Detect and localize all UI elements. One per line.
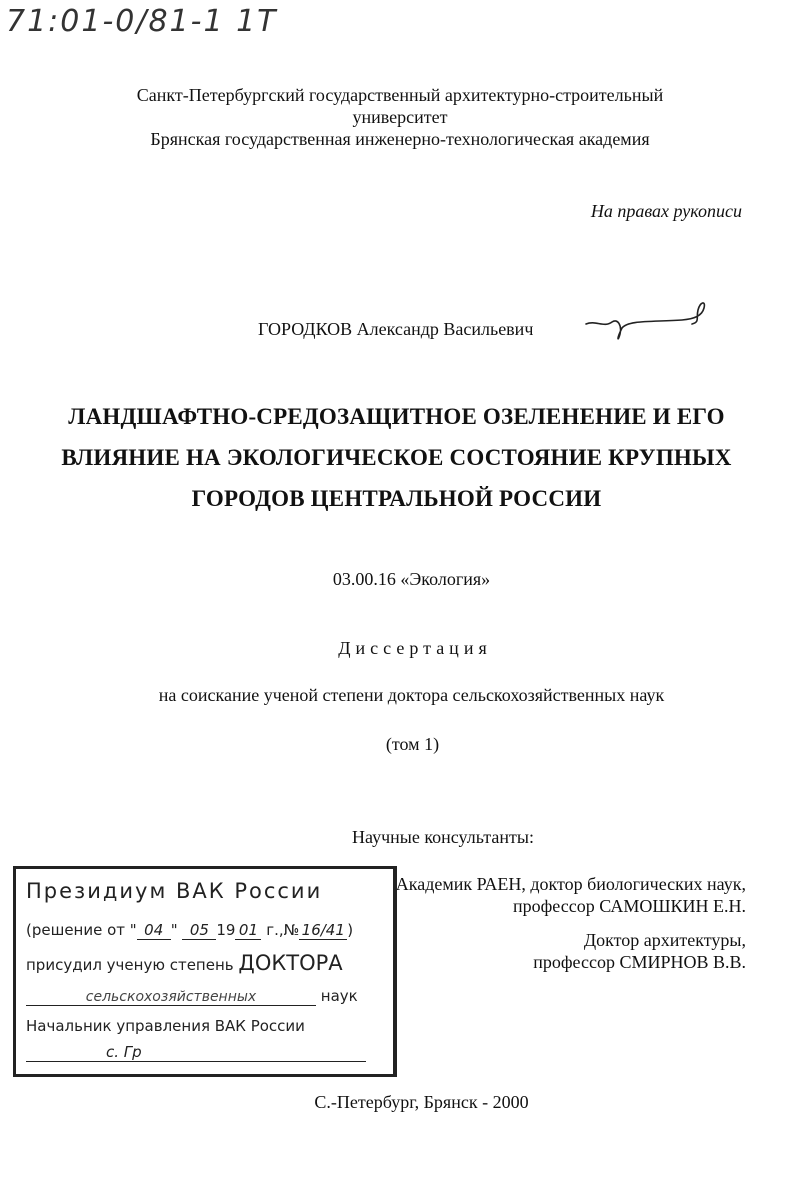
institution-header: [60, 84, 740, 150]
title-line-2: ВЛИЯНИЕ НА ЭКОЛОГИЧЕСКОЕ СОСТОЯНИЕ КРУПНЫХ: [61, 445, 732, 470]
author-name: ГОРОДКОВ Александр Васильевич: [258, 319, 534, 339]
stamp-month: 05: [182, 921, 216, 940]
stamp-field-line: [26, 987, 358, 1006]
handwritten-number: 71:01-0/81-1 1Т: [6, 4, 278, 39]
institution-line-1: Санкт-Петербургский государственный архитектурно-строительный: [136, 85, 664, 105]
footer-place-year: С.-Петербург, Брянск - 2000: [314, 1092, 529, 1112]
manuscript-note: На правах рукописи: [590, 201, 742, 221]
specialty-code: 03.00.16 «Экология»: [332, 569, 491, 589]
consultant-1-title: Академик РАЕН, доктор биологических наук,: [395, 874, 746, 894]
stamp-signature-line: [26, 1043, 366, 1062]
stamp-awarded-line: [26, 951, 343, 975]
title-line-3: ГОРОДОВ ЦЕНТРАЛЬНОЙ РОССИИ: [191, 486, 602, 511]
work-type: Диссертация: [338, 638, 492, 658]
institution-line-3: Брянская государственная инженерно-технологическая академия: [150, 129, 650, 149]
stamp-decision-prefix: (решение от ": [26, 921, 137, 939]
stamp-head: Начальник управления ВАК России: [26, 1017, 305, 1035]
dissertation-title: [40, 396, 753, 519]
author-signature: [582, 298, 712, 346]
stamp-year-prefix: 19: [216, 921, 236, 939]
stamp-decision-line: (решение от " 04 " 05 19 01 г.,№ 16/41 ): [26, 921, 354, 939]
degree-line: на соискание ученой степени доктора сельскохозяйственных наук: [158, 685, 665, 705]
stamp-year: 01: [235, 921, 261, 940]
stamp-day: 04: [137, 921, 171, 940]
stamp-title: Президиум ВАК России: [26, 879, 323, 903]
vak-stamp: [13, 866, 397, 1077]
volume-label: (том 1): [385, 734, 440, 754]
consultant-2-title: Доктор архитектуры,: [583, 930, 746, 950]
consultant-1-name: профессор САМОШКИН Е.Н.: [513, 896, 746, 916]
consultant-2-name: профессор СМИРНОВ В.В.: [533, 952, 746, 972]
consultants-heading: Научные консультанты:: [352, 827, 534, 847]
stamp-close: ): [347, 921, 354, 939]
stamp-awarded: присудил ученую степень: [26, 956, 234, 974]
stamp-field: сельскохозяйственных: [26, 989, 316, 1006]
title-line-1: ЛАНДШАФТНО-СРЕДОЗАЩИТНОЕ ОЗЕЛЕНЕНИЕ И ЕГО: [68, 404, 725, 429]
stamp-field-suffix: наук: [320, 987, 358, 1005]
stamp-degree: ДОКТОРА: [238, 951, 343, 975]
stamp-signature: с. Гр: [26, 1043, 366, 1062]
stamp-g: г.,: [266, 921, 284, 939]
stamp-number-prefix: №: [283, 921, 300, 939]
stamp-number: 16/41: [299, 921, 347, 940]
institution-line-2: университет: [352, 107, 448, 127]
